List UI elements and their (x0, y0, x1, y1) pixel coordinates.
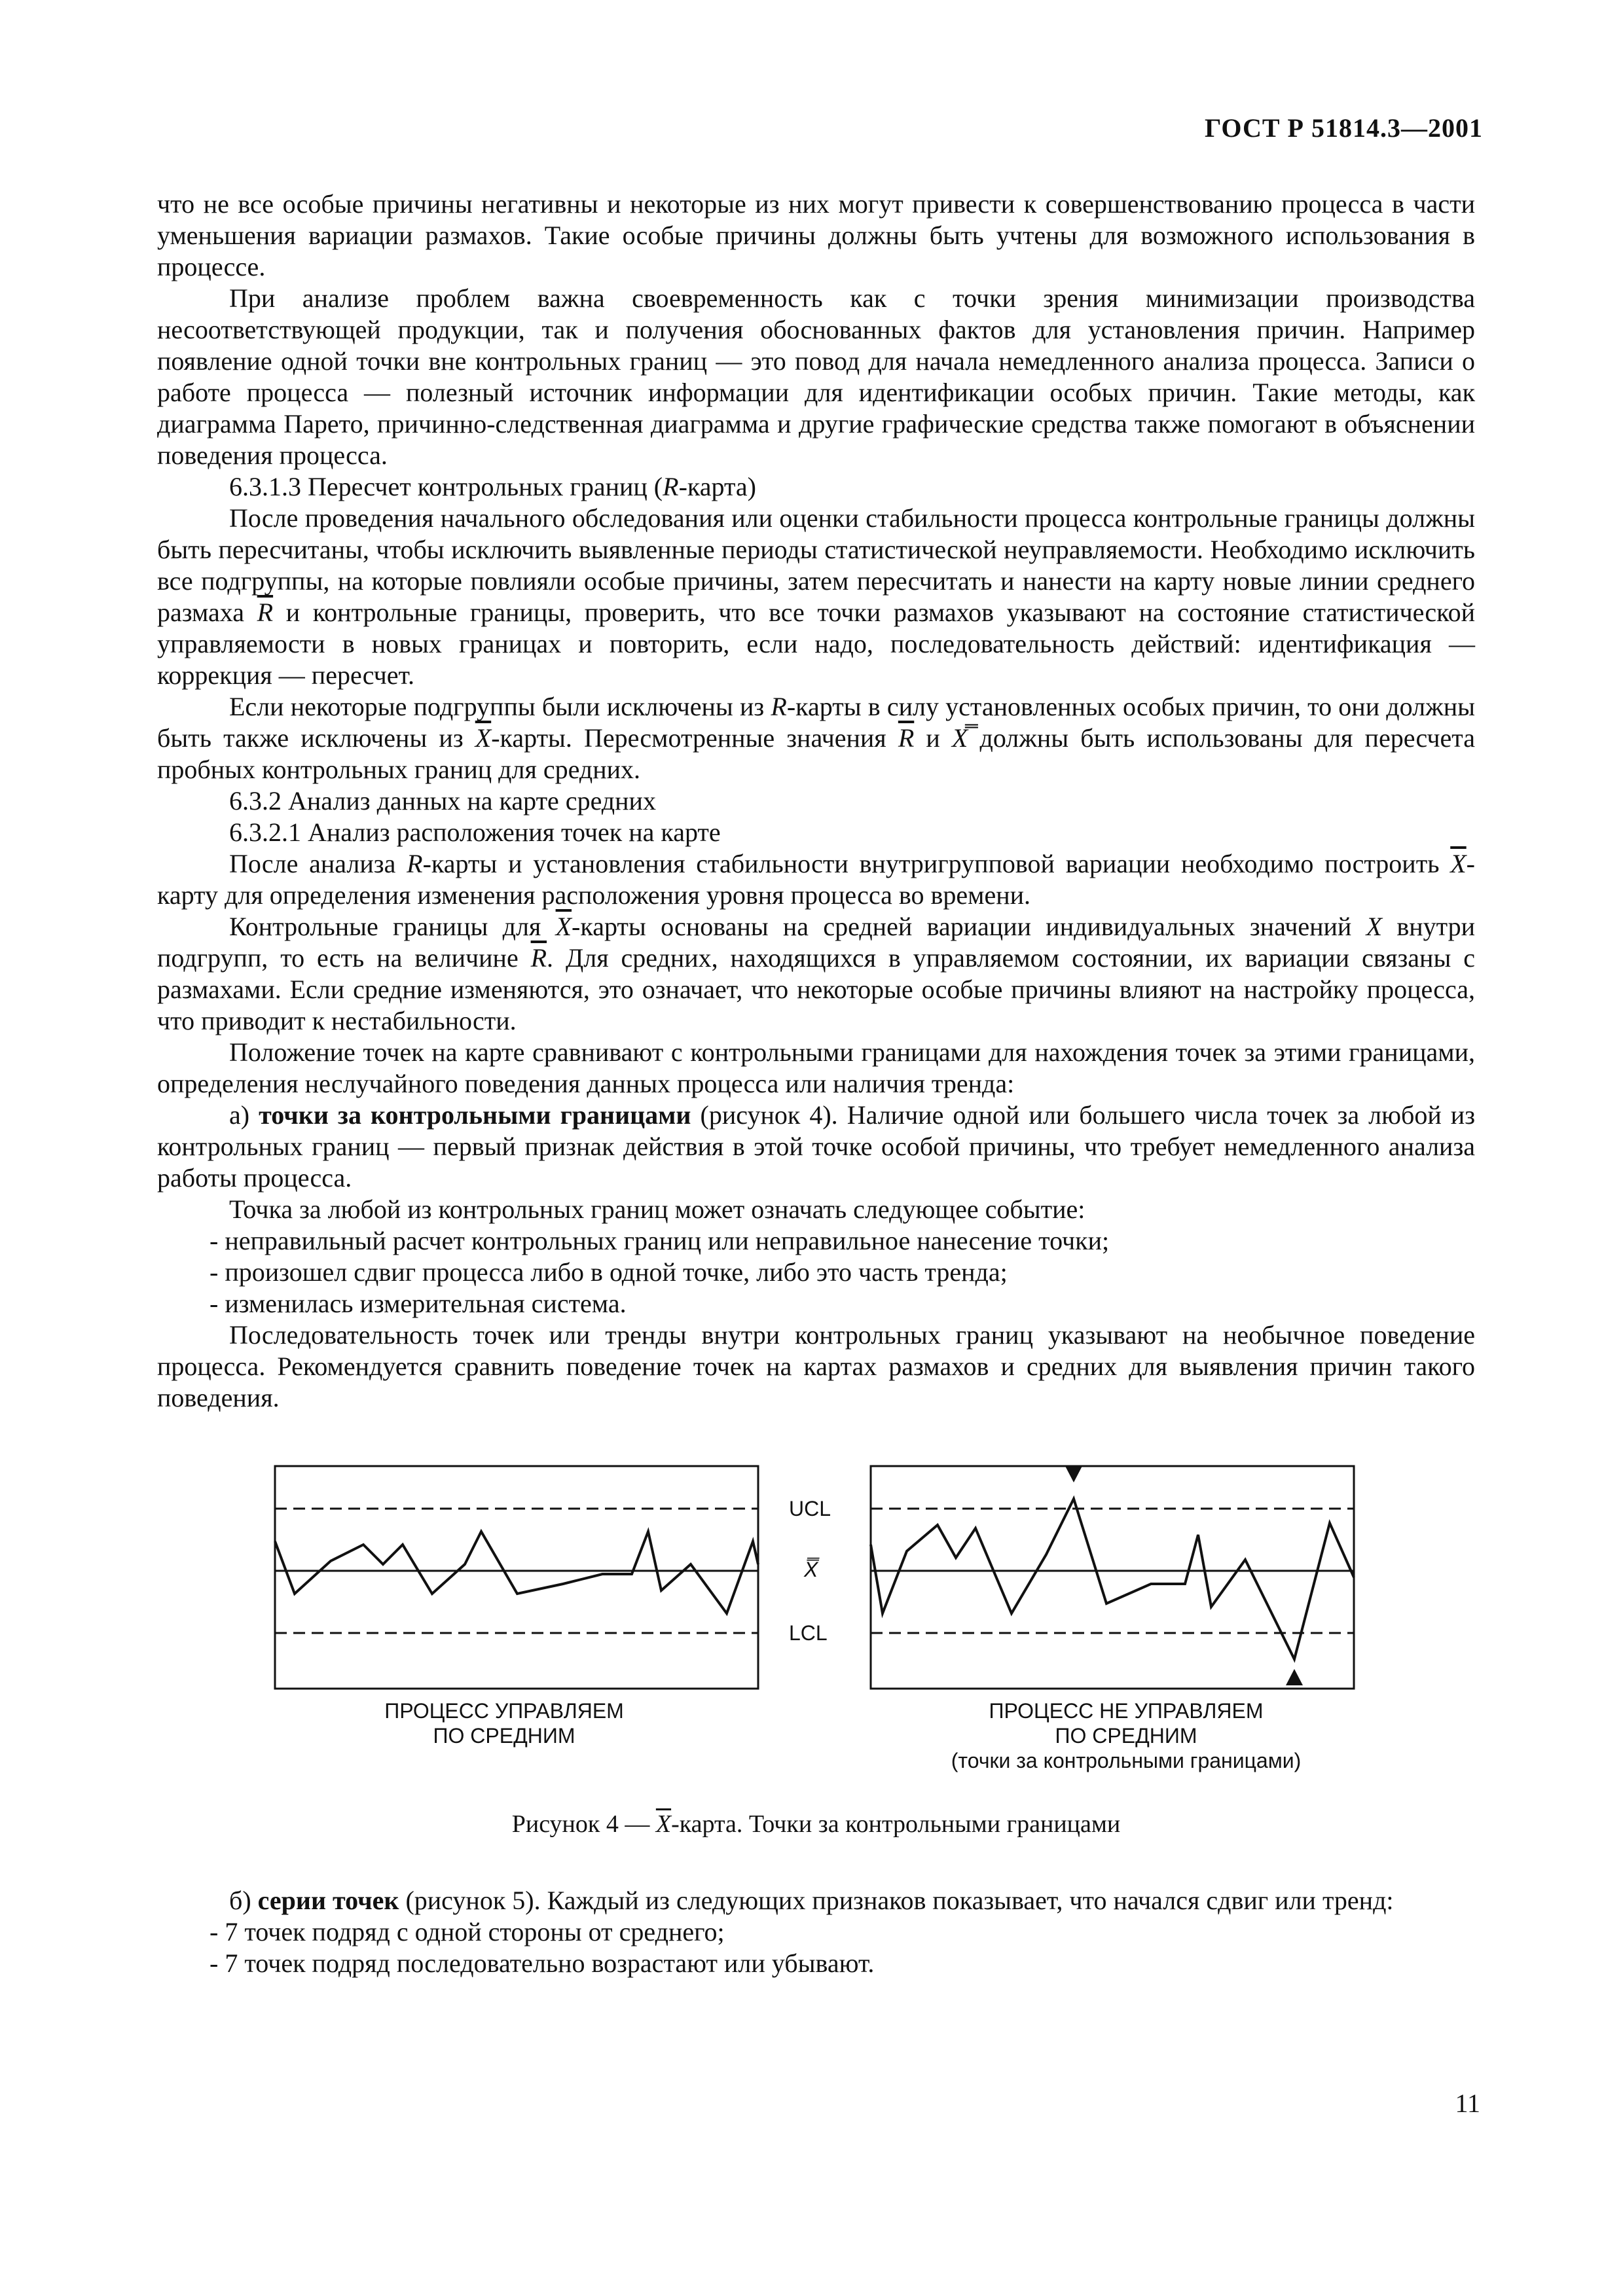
document-header: ГОСТ Р 51814.3—2001 (1204, 113, 1483, 143)
page-number: 11 (1455, 2089, 1480, 2118)
list-item: - неправильный расчет контрольных границ или неправильное нанесение точки; (210, 1226, 1110, 1255)
paragraph-4: После проведения начального обследования или оценки стабильности процесса контрольные границы должны быть пересчитаны, чтобы исключить выявленные периоды статистической неуправляемости. Необходимо исключить все подгруппы, на которые повлияли особые причины, затем пересчитать и нанести на карту новые линии среднего размаха $\overline{R}$ и контрольные границы, проверить, что все точки размахов указывают на состояние статистической управляемости в новых границах и повторить, если надо, последовательность действий: идентификация — коррекция — пересчет. (157, 503, 1475, 690)
right-chart-caption: ПРОЦЕСС НЕ УПРАВЛЯЕМ ПО СРЕДНИМ (точки за контрольными границами) (951, 1699, 1302, 1772)
paragraph-8: После анализа R-карты и установления стабильности внутригрупповой вариации необходимо построить $\overline{X}$-карту для определения изменения расположения уровня процесса во времени. (157, 849, 1475, 910)
paragraph-1: что не все особые причины негативны и некоторые из них могут привести к совершенствованию процесса в части уменьшения вариации размахов. Такие особые причины должны быть учтены для возможного использования в процессе. (157, 189, 1475, 281)
figure-4 (157, 1463, 1475, 1838)
figure-caption: Рисунок 4 — $\overline{X}$-карта. Точки за контрольными границами (511, 1810, 1121, 1838)
lcl-label: LCL (789, 1621, 828, 1645)
after-figure-text (157, 1885, 1475, 1979)
left-chart-series (275, 1532, 758, 1613)
list-item: - изменилась измерительная система. (210, 1289, 627, 1318)
out-of-control-marker-bottom (1286, 1669, 1303, 1685)
section-6-3-2: 6.3.2 Анализ данных на карте средних (229, 786, 656, 816)
section-6-3-2-1: 6.3.2.1 Анализ расположения точек на карте (229, 817, 721, 847)
right-chart-frame (871, 1466, 1354, 1689)
out-of-control-marker-top (1065, 1466, 1082, 1482)
section-6-3-1-3: 6.3.1.3 Пересчет контрольных границ (R-карта) (229, 472, 756, 501)
paragraph-13: Последовательность точек или тренды внутри контрольных границ указывают на необычное поведение процесса. Рекомендуется сравнить поведение точек на картах размахов и средних для выявления причин такого поведения. (157, 1320, 1475, 1412)
xbar-label: X̿ (804, 1558, 818, 1581)
list-item: - 7 точек подряд последовательно возрастают или убывают. (210, 1948, 875, 1978)
list-item: - 7 точек подряд с одной стороны от среднего; (210, 1917, 725, 1946)
left-chart-frame (275, 1466, 758, 1689)
paragraph-12: Точка за любой из контрольных границ может означать следующее событие: (229, 1194, 1085, 1224)
paragraph-11: а) точки за контрольными границами (рисунок 4). Наличие одной или большего числа точек за любой из контрольных границ — первый признак действия в этой точке особой причины, что требует немедленного анализа работы процесса. (157, 1100, 1476, 1193)
main-text (157, 188, 1475, 1414)
paragraph-5: Если некоторые подгруппы были исключены из R-карты в силу установленных особых причин, то они должны быть также исключены из $\overline{X}$-карты. Пересмотренные значения $\overline{R}$ и X̿ должны быть использованы для пересчета пробных контрольных границ для средних. (157, 692, 1476, 784)
list-item: - произошел сдвиг процесса либо в одной точке, либо это часть тренда; (210, 1257, 1008, 1287)
paragraph-10: Положение точек на карте сравнивают с контрольными границами для нахождения точек за этими границами, определения неслучайного поведения данных процесса или наличия тренда: (157, 1037, 1475, 1098)
paragraph-2: При анализе проблем важна своевременность как с точки зрения минимизации производства несоответствующей продукции, так и получения обоснованных фактов для установления причин. Например появление одной точки вне контрольных границ — это повод для начала немедленного анализа процесса. Записи о работе процесса — полезный источник информации для идентификации особых причин. Такие методы, как диаграмма Парето, причинно-следственная диаграмма и другие графические средства также помогают в объяснении поведения процесса. (157, 283, 1475, 470)
paragraph-9: Контрольные границы для $\overline{X}$-карты основаны на средней вариации индивидуальных значений X внутри подгрупп, то есть на величине $\overline{R}$. Для средних, находящихся в управляемом состоянии, их вариации связаны с размахами. Если средние изменяются, это означает, что некоторые особые причины влияют на настройку процесса, что приводит к нестабильности. (157, 912, 1476, 1035)
left-chart-caption: ПРОЦЕСС УПРАВЛЯЕМ ПО СРЕДНИМ (384, 1699, 624, 1748)
ucl-label: UCL (789, 1497, 831, 1520)
paragraph-14: б) серии точек (рисунок 5). Каждый из следующих признаков показывает, что начался сдвиг или тренд: (229, 1886, 1394, 1915)
right-chart-series (871, 1499, 1354, 1659)
